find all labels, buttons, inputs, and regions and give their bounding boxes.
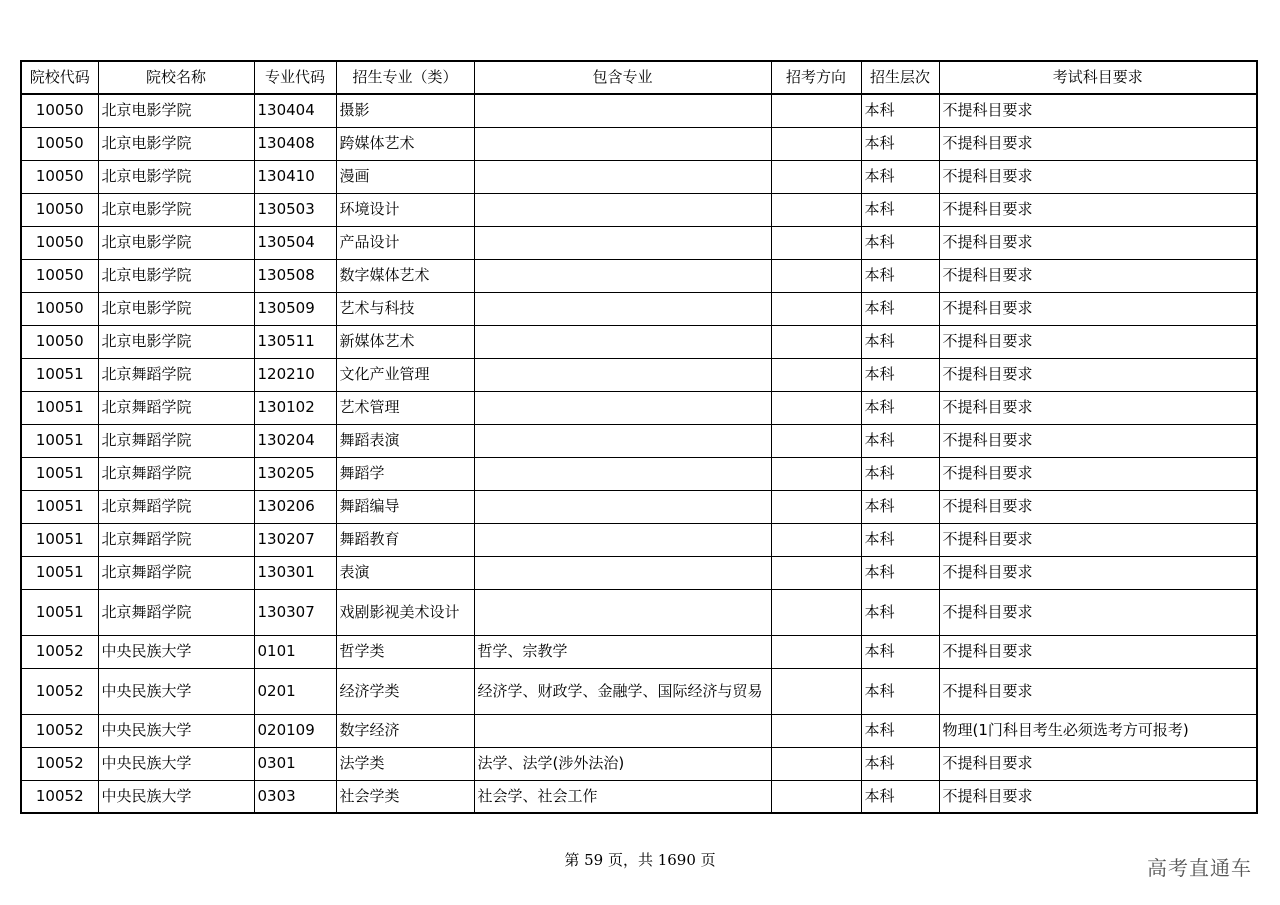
cell-requirement: 不提科目要求 <box>939 556 1257 589</box>
cell-school-code: 10050 <box>21 259 98 292</box>
cell-level: 本科 <box>861 94 939 127</box>
header-school-name: 院校名称 <box>98 61 254 94</box>
cell-requirement: 不提科目要求 <box>939 635 1257 668</box>
cell-major-code: 130408 <box>254 127 336 160</box>
header-major: 招生专业（类） <box>336 61 474 94</box>
cell-school-name: 中央民族大学 <box>98 714 254 747</box>
cell-direction <box>771 226 861 259</box>
header-level: 招生层次 <box>861 61 939 94</box>
cell-includes: 法学、法学(涉外法治) <box>474 747 771 780</box>
cell-includes <box>474 457 771 490</box>
cell-direction <box>771 747 861 780</box>
cell-major-code: 130508 <box>254 259 336 292</box>
cell-major: 摄影 <box>336 94 474 127</box>
cell-school-code: 10051 <box>21 424 98 457</box>
cell-school-code: 10050 <box>21 193 98 226</box>
cell-school-name: 北京电影学院 <box>98 325 254 358</box>
cell-school-code: 10052 <box>21 714 98 747</box>
cell-major: 艺术与科技 <box>336 292 474 325</box>
cell-direction <box>771 391 861 424</box>
cell-direction <box>771 780 861 813</box>
header-includes: 包含专业 <box>474 61 771 94</box>
cell-direction <box>771 714 861 747</box>
table-row <box>21 193 1257 226</box>
cell-level: 本科 <box>861 490 939 523</box>
cell-level: 本科 <box>861 457 939 490</box>
cell-direction <box>771 668 861 714</box>
cell-direction <box>771 523 861 556</box>
cell-major-code: 120210 <box>254 358 336 391</box>
cell-requirement: 不提科目要求 <box>939 424 1257 457</box>
cell-includes: 社会学、社会工作 <box>474 780 771 813</box>
cell-major-code: 130207 <box>254 523 336 556</box>
cell-direction <box>771 127 861 160</box>
cell-requirement: 不提科目要求 <box>939 668 1257 714</box>
cell-requirement: 不提科目要求 <box>939 226 1257 259</box>
cell-requirement: 不提科目要求 <box>939 523 1257 556</box>
cell-level: 本科 <box>861 391 939 424</box>
cell-level: 本科 <box>861 589 939 635</box>
cell-level: 本科 <box>861 193 939 226</box>
cell-school-name: 北京电影学院 <box>98 127 254 160</box>
cell-school-name: 北京电影学院 <box>98 94 254 127</box>
cell-school-name: 北京舞蹈学院 <box>98 490 254 523</box>
cell-requirement: 不提科目要求 <box>939 358 1257 391</box>
cell-major-code: 130404 <box>254 94 336 127</box>
cell-level: 本科 <box>861 523 939 556</box>
cell-major-code: 130509 <box>254 292 336 325</box>
table-row <box>21 747 1257 780</box>
cell-major-code: 130307 <box>254 589 336 635</box>
cell-major-code: 130301 <box>254 556 336 589</box>
cell-major: 舞蹈编导 <box>336 490 474 523</box>
cell-requirement: 不提科目要求 <box>939 747 1257 780</box>
cell-direction <box>771 556 861 589</box>
cell-school-name: 北京舞蹈学院 <box>98 424 254 457</box>
cell-level: 本科 <box>861 292 939 325</box>
cell-school-code: 10052 <box>21 668 98 714</box>
cell-major-code: 0301 <box>254 747 336 780</box>
table-row <box>21 226 1257 259</box>
cell-level: 本科 <box>861 714 939 747</box>
cell-requirement: 不提科目要求 <box>939 490 1257 523</box>
cell-includes <box>474 391 771 424</box>
cell-includes <box>474 94 771 127</box>
table-row <box>21 714 1257 747</box>
cell-requirement: 不提科目要求 <box>939 160 1257 193</box>
table-row <box>21 635 1257 668</box>
cell-level: 本科 <box>861 556 939 589</box>
cell-major: 新媒体艺术 <box>336 325 474 358</box>
cell-requirement: 不提科目要求 <box>939 292 1257 325</box>
cell-major: 数字媒体艺术 <box>336 259 474 292</box>
cell-school-code: 10051 <box>21 457 98 490</box>
cell-level: 本科 <box>861 160 939 193</box>
cell-includes <box>474 358 771 391</box>
cell-requirement: 不提科目要求 <box>939 325 1257 358</box>
cell-direction <box>771 160 861 193</box>
cell-level: 本科 <box>861 259 939 292</box>
cell-includes: 经济学、财政学、金融学、国际经济与贸易 <box>474 668 771 714</box>
cell-school-name: 中央民族大学 <box>98 780 254 813</box>
table-row <box>21 292 1257 325</box>
table-row <box>21 127 1257 160</box>
cell-major-code: 0101 <box>254 635 336 668</box>
cell-major-code: 130102 <box>254 391 336 424</box>
table-row <box>21 780 1257 813</box>
cell-requirement: 不提科目要求 <box>939 589 1257 635</box>
cell-major: 戏剧影视美术设计 <box>336 589 474 635</box>
cell-school-code: 10052 <box>21 780 98 813</box>
cell-direction <box>771 292 861 325</box>
page-number: 第 59 页，共 1690 页 <box>564 851 716 869</box>
cell-school-name: 北京舞蹈学院 <box>98 457 254 490</box>
cell-school-code: 10050 <box>21 292 98 325</box>
cell-school-name: 北京舞蹈学院 <box>98 589 254 635</box>
table-row <box>21 490 1257 523</box>
cell-includes <box>474 292 771 325</box>
cell-school-name: 北京舞蹈学院 <box>98 556 254 589</box>
cell-major-code: 020109 <box>254 714 336 747</box>
cell-major-code: 130410 <box>254 160 336 193</box>
header-row <box>21 61 1257 94</box>
cell-requirement: 不提科目要求 <box>939 193 1257 226</box>
cell-major: 漫画 <box>336 160 474 193</box>
cell-school-code: 10050 <box>21 94 98 127</box>
cell-level: 本科 <box>861 127 939 160</box>
cell-level: 本科 <box>861 668 939 714</box>
cell-direction <box>771 424 861 457</box>
cell-requirement: 不提科目要求 <box>939 94 1257 127</box>
cell-school-name: 北京电影学院 <box>98 259 254 292</box>
cell-requirement: 不提科目要求 <box>939 391 1257 424</box>
cell-school-code: 10051 <box>21 358 98 391</box>
cell-school-code: 10052 <box>21 635 98 668</box>
cell-school-name: 北京舞蹈学院 <box>98 523 254 556</box>
cell-direction <box>771 589 861 635</box>
cell-school-code: 10051 <box>21 490 98 523</box>
cell-requirement: 物理(1门科目考生必须选考方可报考) <box>939 714 1257 747</box>
table-row <box>21 94 1257 127</box>
cell-major: 跨媒体艺术 <box>336 127 474 160</box>
cell-includes <box>474 589 771 635</box>
table-row <box>21 325 1257 358</box>
table-row <box>21 160 1257 193</box>
cell-direction <box>771 635 861 668</box>
cell-level: 本科 <box>861 325 939 358</box>
cell-school-code: 10050 <box>21 226 98 259</box>
cell-requirement: 不提科目要求 <box>939 259 1257 292</box>
cell-direction <box>771 94 861 127</box>
cell-major: 法学类 <box>336 747 474 780</box>
cell-direction <box>771 457 861 490</box>
cell-school-name: 中央民族大学 <box>98 747 254 780</box>
cell-includes <box>474 490 771 523</box>
cell-school-code: 10051 <box>21 523 98 556</box>
cell-school-code: 10050 <box>21 325 98 358</box>
cell-major-code: 130504 <box>254 226 336 259</box>
cell-level: 本科 <box>861 226 939 259</box>
cell-level: 本科 <box>861 424 939 457</box>
cell-includes <box>474 160 771 193</box>
cell-school-name: 北京电影学院 <box>98 193 254 226</box>
cell-direction <box>771 325 861 358</box>
cell-major-code: 0201 <box>254 668 336 714</box>
cell-school-name: 北京舞蹈学院 <box>98 391 254 424</box>
cell-major-code: 130204 <box>254 424 336 457</box>
cell-requirement: 不提科目要求 <box>939 780 1257 813</box>
cell-major: 产品设计 <box>336 226 474 259</box>
cell-level: 本科 <box>861 747 939 780</box>
cell-major-code: 0303 <box>254 780 336 813</box>
cell-includes <box>474 424 771 457</box>
cell-major: 数字经济 <box>336 714 474 747</box>
cell-requirement: 不提科目要求 <box>939 457 1257 490</box>
cell-major-code: 130503 <box>254 193 336 226</box>
cell-level: 本科 <box>861 635 939 668</box>
cell-school-name: 中央民族大学 <box>98 635 254 668</box>
cell-includes: 哲学、宗教学 <box>474 635 771 668</box>
admissions-table <box>20 60 1258 814</box>
table-row <box>21 457 1257 490</box>
cell-school-code: 10051 <box>21 556 98 589</box>
cell-major: 表演 <box>336 556 474 589</box>
header-school-code: 院校代码 <box>21 61 98 94</box>
watermark-text: 高考直通车 <box>1147 856 1252 880</box>
cell-major: 环境设计 <box>336 193 474 226</box>
table-row <box>21 358 1257 391</box>
cell-level: 本科 <box>861 358 939 391</box>
cell-direction <box>771 193 861 226</box>
cell-school-name: 北京舞蹈学院 <box>98 358 254 391</box>
cell-includes <box>474 325 771 358</box>
table-row <box>21 556 1257 589</box>
cell-direction <box>771 358 861 391</box>
table-row <box>21 589 1257 635</box>
table-row <box>21 668 1257 714</box>
cell-major-code: 130511 <box>254 325 336 358</box>
header-direction: 招考方向 <box>771 61 861 94</box>
cell-school-code: 10051 <box>21 589 98 635</box>
cell-major: 社会学类 <box>336 780 474 813</box>
cell-school-code: 10050 <box>21 160 98 193</box>
cell-school-name: 北京电影学院 <box>98 226 254 259</box>
cell-major: 舞蹈教育 <box>336 523 474 556</box>
cell-includes <box>474 714 771 747</box>
cell-direction <box>771 490 861 523</box>
header-major-code: 专业代码 <box>254 61 336 94</box>
cell-requirement: 不提科目要求 <box>939 127 1257 160</box>
table-row <box>21 424 1257 457</box>
cell-school-code: 10051 <box>21 391 98 424</box>
cell-major: 舞蹈表演 <box>336 424 474 457</box>
table-row <box>21 391 1257 424</box>
cell-school-name: 中央民族大学 <box>98 668 254 714</box>
cell-major-code: 130206 <box>254 490 336 523</box>
cell-major: 文化产业管理 <box>336 358 474 391</box>
cell-includes <box>474 259 771 292</box>
cell-includes <box>474 226 771 259</box>
cell-school-name: 北京电影学院 <box>98 292 254 325</box>
cell-school-code: 10052 <box>21 747 98 780</box>
cell-major: 经济学类 <box>336 668 474 714</box>
cell-direction <box>771 259 861 292</box>
cell-includes <box>474 193 771 226</box>
table-body <box>21 94 1257 813</box>
cell-major: 舞蹈学 <box>336 457 474 490</box>
cell-includes <box>474 556 771 589</box>
cell-includes <box>474 523 771 556</box>
table-row <box>21 259 1257 292</box>
cell-major: 艺术管理 <box>336 391 474 424</box>
cell-school-code: 10050 <box>21 127 98 160</box>
cell-major: 哲学类 <box>336 635 474 668</box>
cell-level: 本科 <box>861 780 939 813</box>
cell-school-name: 北京电影学院 <box>98 160 254 193</box>
cell-includes <box>474 127 771 160</box>
table-header <box>21 61 1257 94</box>
header-requirement: 考试科目要求 <box>939 61 1257 94</box>
table-row <box>21 523 1257 556</box>
cell-major-code: 130205 <box>254 457 336 490</box>
